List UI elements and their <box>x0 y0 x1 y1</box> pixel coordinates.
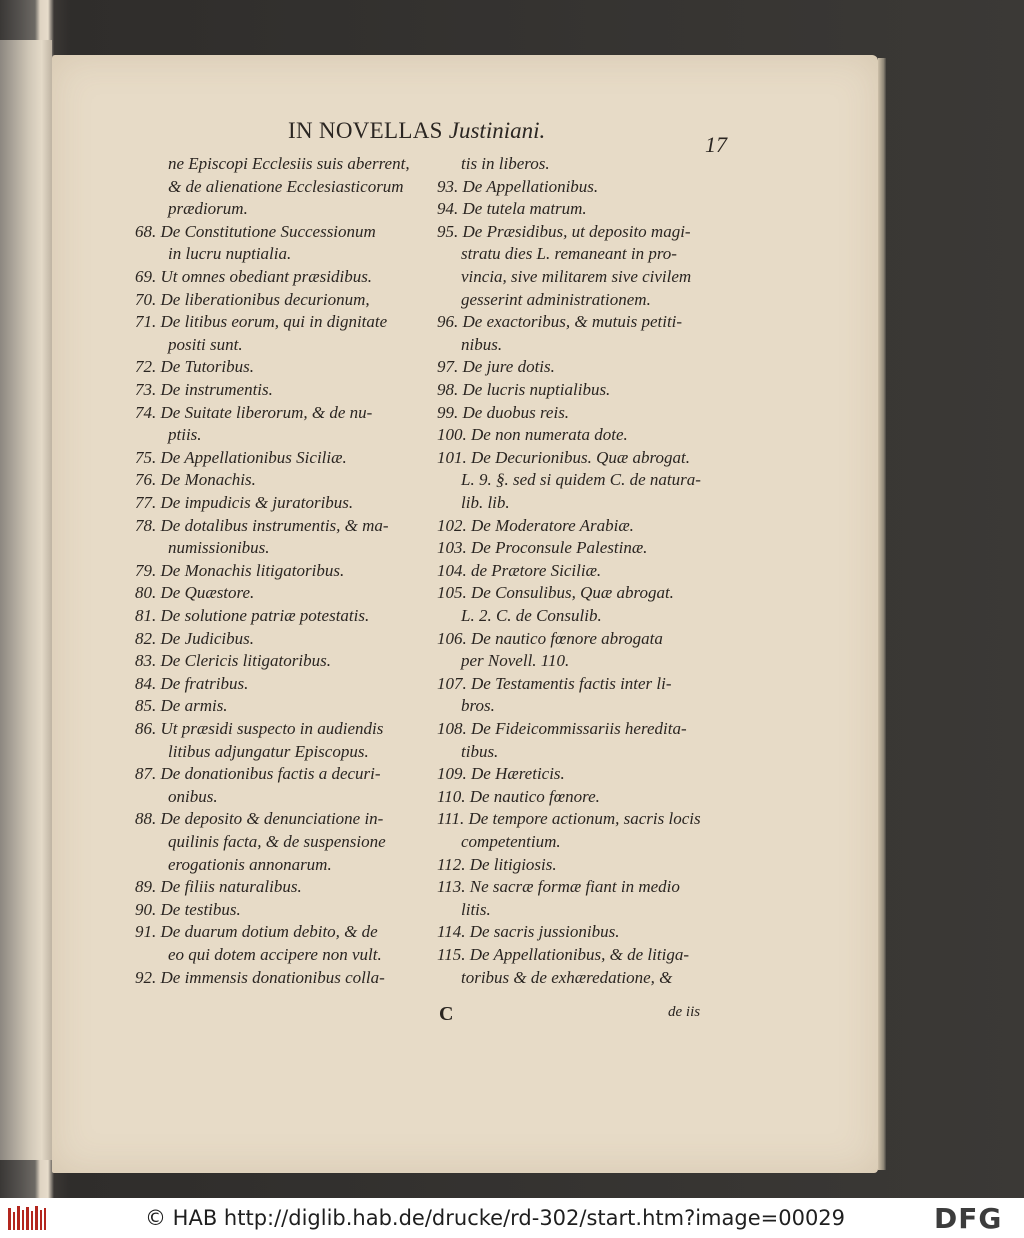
running-head-italic: Justiniani. <box>448 118 546 143</box>
entry-line: 84. De fratribus. <box>135 673 249 693</box>
entry-line: 90. De testibus. <box>135 899 241 919</box>
entry-line: tibus. <box>461 741 499 761</box>
page-number: 17 <box>705 132 727 157</box>
entry-line: positi sunt. <box>168 334 243 354</box>
entry-line: 91. De duarum dotium debito, & de <box>135 922 378 942</box>
entry-line: 111. De tempore actionum, sacris locis <box>437 809 701 829</box>
entry-line: tis in liberos. <box>461 154 550 173</box>
entry-line: 105. De Consulibus, Quæ abrogat. <box>437 583 674 603</box>
running-head <box>288 118 545 144</box>
entry-line: 85. De armis. <box>135 696 228 716</box>
entry-line: 95. De Præsidibus, ut deposito magi- <box>437 221 691 241</box>
entry-line: 96. De exactoribus, & mutuis petiti- <box>437 312 683 332</box>
entry-line: nibus. <box>461 334 503 354</box>
entry-line: stratu dies L. remaneant in pro- <box>461 244 677 264</box>
entry-line: prædiorum. <box>168 199 248 219</box>
viewer-footer <box>0 1198 1024 1238</box>
entry-line: in lucru nuptialia. <box>168 244 292 264</box>
entry-line: competentium. <box>461 832 561 851</box>
entry-line: 108. De Fideicommissariis heredita- <box>437 719 687 738</box>
entry-line: 98. De lucris nuptialibus. <box>437 380 611 399</box>
entry-line: 114. De sacris jussionibus. <box>437 922 620 942</box>
entry-line: 80. De Quæstore. <box>135 583 255 603</box>
entry-line: erogationis annonarum. <box>168 854 332 874</box>
entry-line: 76. De Monachis. <box>135 470 256 490</box>
entry-line: ptiis. <box>168 425 202 445</box>
entry-line: 77. De impudicis & juratoribus. <box>135 493 354 512</box>
entry-line: toribus & de exhæredatione, & <box>461 967 673 987</box>
entry-line: quilinis facta, & de suspensione <box>168 832 386 851</box>
entry-line: 103. De Proconsule Palestinæ. <box>437 538 648 558</box>
running-head-main: IN NOVELLAS <box>288 118 443 143</box>
entry-line: 73. De instrumentis. <box>135 380 273 399</box>
entry-line: eo qui dotem accipere non vult. <box>168 945 382 964</box>
entry-line: vincia, sive militarem sive civilem <box>461 267 692 286</box>
entry-line: onibus. <box>168 786 218 806</box>
entry-line: & de alienatione Ecclesiasticorum <box>168 176 404 196</box>
catchword: de iis <box>668 1004 701 1020</box>
previous-page-edge <box>0 40 52 1160</box>
entry-line: 113. Ne sacræ formæ fiant in medio <box>437 877 680 897</box>
entry-line: 74. De Suitate liberorum, & de nu- <box>135 402 373 422</box>
entry-line: 92. De immensis donationibus colla- <box>135 967 385 987</box>
entry-line: 104. de Prætore Siciliæ. <box>437 560 602 580</box>
entry-line: 82. De Judicibus. <box>135 628 254 648</box>
entry-line: L. 9. §. sed si quidem C. de natura- <box>461 470 701 490</box>
entry-line: ne Episcopi Ecclesiis suis aberrent, <box>168 154 410 173</box>
entry-line: 102. De Moderatore Arabiæ. <box>437 515 634 535</box>
entry-line: 109. De Hæreticis. <box>437 764 565 784</box>
entry-line: 100. De non numerata dote. <box>437 425 628 445</box>
entry-line: 112. De litigiosis. <box>437 854 557 874</box>
entry-line: numissionibus. <box>168 538 270 558</box>
signature-mark: C <box>439 1003 454 1025</box>
entry-line: bros. <box>461 696 495 716</box>
entry-line: lib. lib. <box>461 493 510 512</box>
entry-line: 115. De Appellationibus, & de litiga- <box>437 945 689 964</box>
entry-line: 81. De solutione patriæ potestatis. <box>135 606 370 625</box>
entry-line: 86. Ut præsidi suspecto in audiendis <box>135 719 384 738</box>
entry-line: 69. Ut omnes obediant præsidibus. <box>135 267 373 286</box>
entry-line: 89. De filiis naturalibus. <box>135 877 302 897</box>
entry-line: 72. De Tutoribus. <box>135 357 255 377</box>
entry-line: L. 2. C. de Consulib. <box>461 606 602 625</box>
entry-line: 99. De duobus reis. <box>437 402 570 422</box>
entry-line: 75. De Appellationibus Siciliæ. <box>135 447 347 467</box>
entry-line: 93. De Appellationibus. <box>437 176 599 196</box>
entry-line: litibus adjungatur Episcopus. <box>168 741 369 761</box>
entry-line: 78. De dotalibus instrumentis, & ma- <box>135 515 389 535</box>
entry-line: 107. De Testamentis factis inter li- <box>437 673 672 693</box>
entry-line: per Novell. 110. <box>461 651 570 671</box>
entry-line: 70. De liberationibus decurionum, <box>135 289 370 309</box>
entry-line: 94. De tutela matrum. <box>437 199 587 219</box>
entry-line: 88. De deposito & denunciatione in- <box>135 809 384 829</box>
entry-line: 110. De nautico fœnore. <box>437 786 600 806</box>
entry-line: 71. De litibus eorum, qui in dignitate <box>135 312 388 332</box>
entry-line: 68. De Constitutione Successionum <box>135 221 376 241</box>
entry-line: gesserint administrationem. <box>461 289 651 309</box>
entry-line: 106. De nautico fœnore abrogata <box>437 628 663 648</box>
entry-line: 101. De Decurionibus. Quæ abrogat. <box>437 447 690 467</box>
entry-line: 79. De Monachis litigatoribus. <box>135 560 345 580</box>
entry-line: 87. De donationibus factis a decuri- <box>135 764 381 784</box>
page-edge-shadow <box>878 58 886 1170</box>
entry-line: 97. De jure dotis. <box>437 357 555 377</box>
dfg-logo-icon: DFG <box>934 1202 1003 1235</box>
entry-line: 83. De Clericis litigatoribus. <box>135 651 331 671</box>
entry-line: litis. <box>461 899 491 919</box>
hab-logo-icon[interactable] <box>6 1204 48 1234</box>
footer-url[interactable]: © HAB http://diglib.hab.de/drucke/rd-302/start.htm?image=00029 <box>145 1206 846 1230</box>
